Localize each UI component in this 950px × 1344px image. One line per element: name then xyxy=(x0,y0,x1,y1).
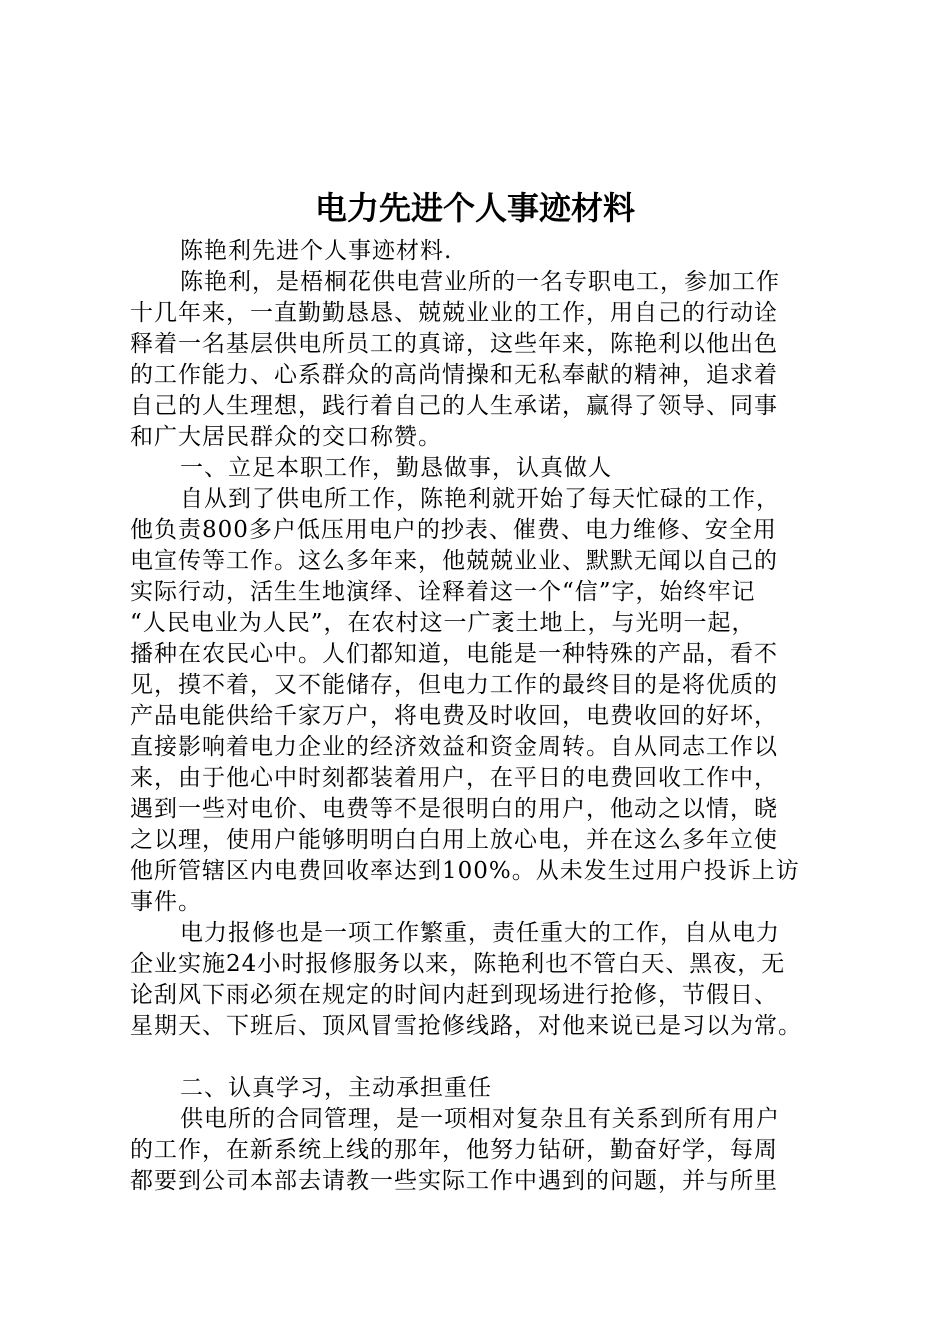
text-line: 他所管辖区内电费回收率达到100%。从未发生过用户投诉上访 xyxy=(130,858,800,884)
text-line: 见，摸不着，又不能储存，但电力工作的最终目的是将优质的 xyxy=(130,672,778,698)
text-line: 电宣传等工作。这么多年来，他兢兢业业、默默无闻以自己的 xyxy=(130,548,778,574)
text-line: 播种在农民心中。人们都知道，电能是一种特殊的产品，看不 xyxy=(130,641,778,667)
text-line: 企业实施24小时报修服务以来，陈艳利也不管白天、黑夜，无 xyxy=(130,951,786,977)
text-line: 自己的人生理想，践行着自己的人生承诺，赢得了领导、同事 xyxy=(130,393,778,419)
text-line: 的工作能力、心系群众的高尚情操和无私奉献的精神，追求着 xyxy=(130,362,778,388)
document-title: 电力先进个人事迹材料 xyxy=(314,189,635,227)
text-line: 来，由于他心中时刻都装着用户，在平日的电费回收工作中， xyxy=(130,765,778,791)
text-line: 事件。 xyxy=(130,889,202,915)
blank-line xyxy=(130,1042,830,1073)
text-line: 论刮风下雨必须在规定的时间内赶到现场进行抢修，节假日、 xyxy=(130,982,778,1008)
text-line: 的工作，在新系统上线的那年，他努力钻研，勤奋好学，每周 xyxy=(130,1137,778,1163)
text-line: 和广大居民群众的交口称赞。 xyxy=(130,424,442,450)
document-body xyxy=(130,236,830,1197)
text-line: 他负责800多户低压用电户的抄表、催费、电力维修、安全用 xyxy=(130,517,777,543)
text-line: 直接影响着电力企业的经济效益和资金周转。自从同志工作以 xyxy=(130,734,778,760)
text-line: 都要到公司本部去请教一些实际工作中遇到的问题，并与所里 xyxy=(130,1168,778,1194)
text-line: 一、立足本职工作，勤恳做事，认真做人 xyxy=(180,455,612,481)
text-line: 产品电能供给千家万户，将电费及时收回，电费收回的好坏， xyxy=(130,703,778,729)
text-line: 陈艳利，是梧桐花供电营业所的一名专职电工，参加工作 xyxy=(180,269,780,295)
text-line: 之以理，使用户能够明明白白用上放心电，并在这么多年立使 xyxy=(130,827,778,853)
text-line: 陈艳利先进个人事迹材料. xyxy=(180,238,453,264)
text-line: 供电所的合同管理，是一项相对复杂且有关系到所有用户 xyxy=(180,1106,780,1132)
text-line: 十几年来，一直勤勤恳恳、兢兢业业的工作，用自己的行动诠 xyxy=(130,300,778,326)
text-line: 自从到了供电所工作，陈艳利就开始了每天忙碌的工作， xyxy=(180,486,780,512)
text-line: 电力报修也是一项工作繁重，责任重大的工作，自从电力 xyxy=(180,920,780,946)
text-line: 遇到一些对电价、电费等不是很明白的用户，他动之以情，晓 xyxy=(130,796,778,822)
text-line: 实际行动，活生生地演绎、诠释着这一个“信”字，始终牢记 xyxy=(130,579,756,605)
text-line: 星期天、下班后、顶风冒雪抢修线路，对他来说已是习以为常。 xyxy=(130,1013,802,1039)
text-line: 二、认真学习，主动承担重任 xyxy=(180,1075,492,1101)
text-line: 释着一名基层供电所员工的真谛，这些年来，陈艳利以他出色 xyxy=(130,331,778,357)
text-line: “人民电业为人民”，在农村这一广袤土地上，与光明一起， xyxy=(130,610,756,636)
